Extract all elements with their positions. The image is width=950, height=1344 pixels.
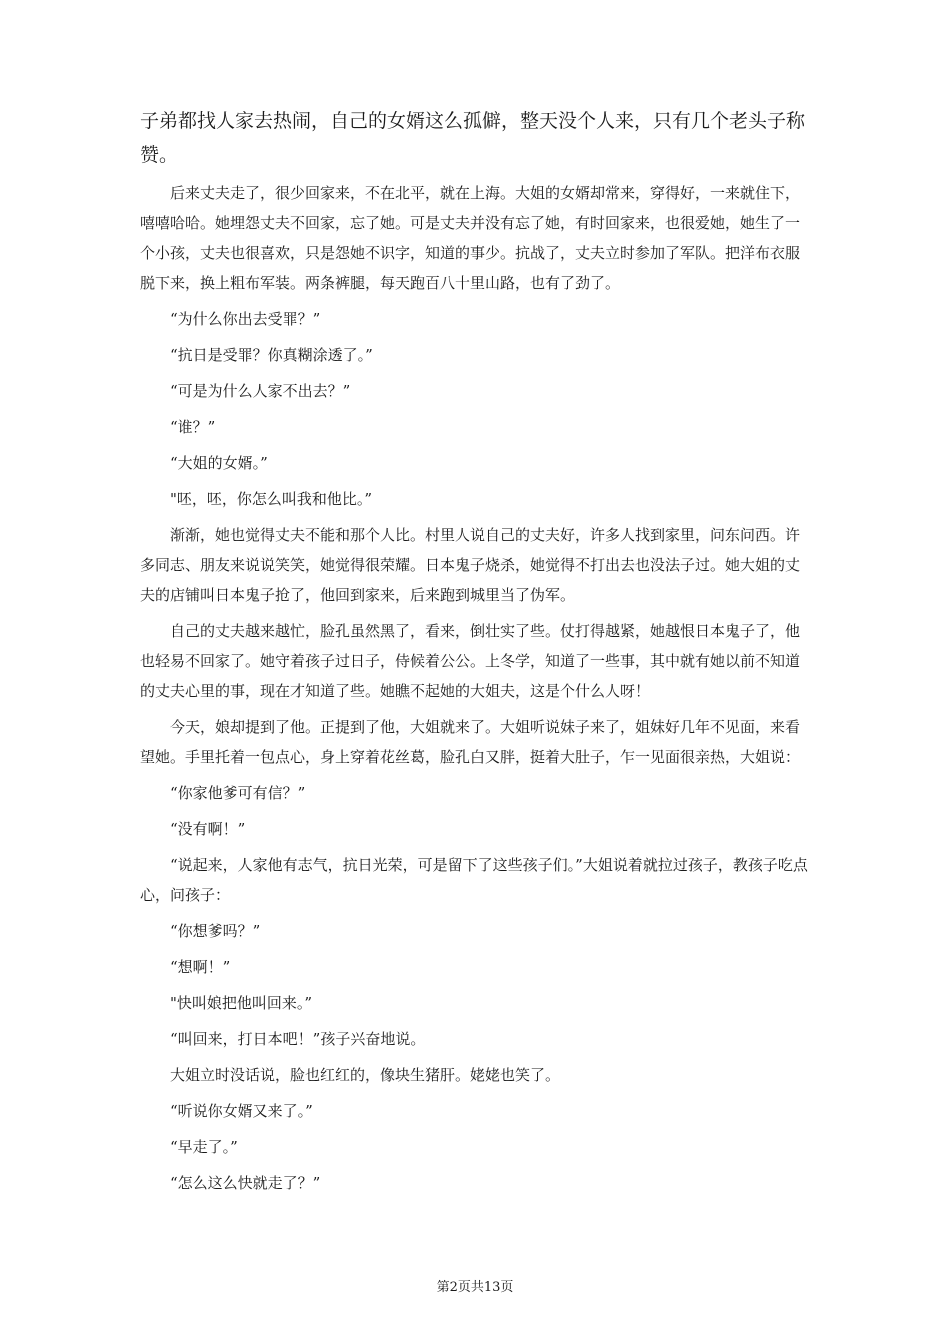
- paragraph: 后来丈夫走了，很少回家来，不在北平，就在上海。大姐的女婿却常来，穿得好，一来就住下，嘻嘻哈哈。她埋怨丈夫不回家，忘了她。可是丈夫并没有忘了她，有时回家来，也很爱她，她生了一个小孩，丈夫也很喜欢，只是怨她不识字，知道的事少。抗战了，丈夫立时参加了军队。把洋布衣服脱下来，换上粗布军装。两条裤腿，每天跑百八十里山路，也有了劲了。: [140, 184, 801, 292]
- paragraph: “谁？”: [170, 418, 216, 436]
- paragraph: “没有啊！”: [170, 820, 246, 838]
- paragraph: “叫回来，打日本吧！”孩子兴奋地说。: [170, 1030, 426, 1048]
- paragraph: "快叫娘把他叫回来。”: [170, 994, 313, 1012]
- paragraph: 今天，娘却提到了他。正提到了他，大姐就来了。大姐听说妹子来了，姐妹好几年不见面，来看望她。手里托着一包点心，身上穿着花丝葛，脸孔白又胖，挺着大肚子，乍一见面很亲热，大姐说：: [140, 718, 801, 766]
- paragraph: 自己的丈夫越来越忙，脸孔虽然黑了，看来，倒壮实了些。仗打得越紧，她越恨日本鬼子了，他也轻易不回家了。她守着孩子过日子，侍候着公公。上冬学，知道了一些事，其中就有她以前不知道的丈夫心里的事，现在才知道了些。她瞧不起她的大姐夫，这是个什么人呀！: [140, 622, 801, 700]
- paragraph: “怎么这么快就走了？”: [170, 1174, 321, 1192]
- paragraph: “你想爹吗？”: [170, 922, 261, 940]
- paragraph: "呸，呸，你怎么叫我和他比。”: [170, 490, 373, 508]
- paragraph: 渐渐，她也觉得丈夫不能和那个人比。村里人说自己的丈夫好，许多人找到家里，问东问西。许多同志、朋友来说说笑笑，她觉得很荣耀。日本鬼子烧杀，她觉得不打出去也没法子过。她大姐的丈夫的店铺叫日本鬼子抢了，他回到家来，后来跑到城里当了伪军。: [140, 526, 801, 604]
- paragraph: “为什么你出去受罪？”: [170, 310, 321, 328]
- paragraph: “说起来，人家他有志气，抗日光荣，可是留下了这些孩子们。”大姐说着就拉过孩子，教孩子吃点心，问孩子：: [140, 856, 808, 904]
- page-footer: 第2页共13页: [436, 1280, 514, 1295]
- text-body: [140, 104, 812, 1198]
- paragraph: “抗日是受罪？你真糊涂透了。”: [170, 346, 373, 364]
- paragraph: “可是为什么人家不出去？”: [170, 382, 351, 400]
- paragraph: “想啊！”: [170, 958, 231, 976]
- lead-paragraph: 子弟都找人家去热闹，自己的女婿这么孤僻，整天没个人来，只有几个老头子称赞。: [140, 110, 806, 166]
- paragraph: “你家他爹可有信？”: [170, 784, 306, 802]
- paragraph: “早走了。”: [170, 1138, 238, 1156]
- paragraph: 大姐立时没话说，脸也红红的，像块生猪肝。姥姥也笑了。: [170, 1066, 561, 1084]
- paragraph: “大姐的女婿。”: [170, 454, 268, 472]
- paragraph: “听说你女婿又来了。”: [170, 1102, 313, 1120]
